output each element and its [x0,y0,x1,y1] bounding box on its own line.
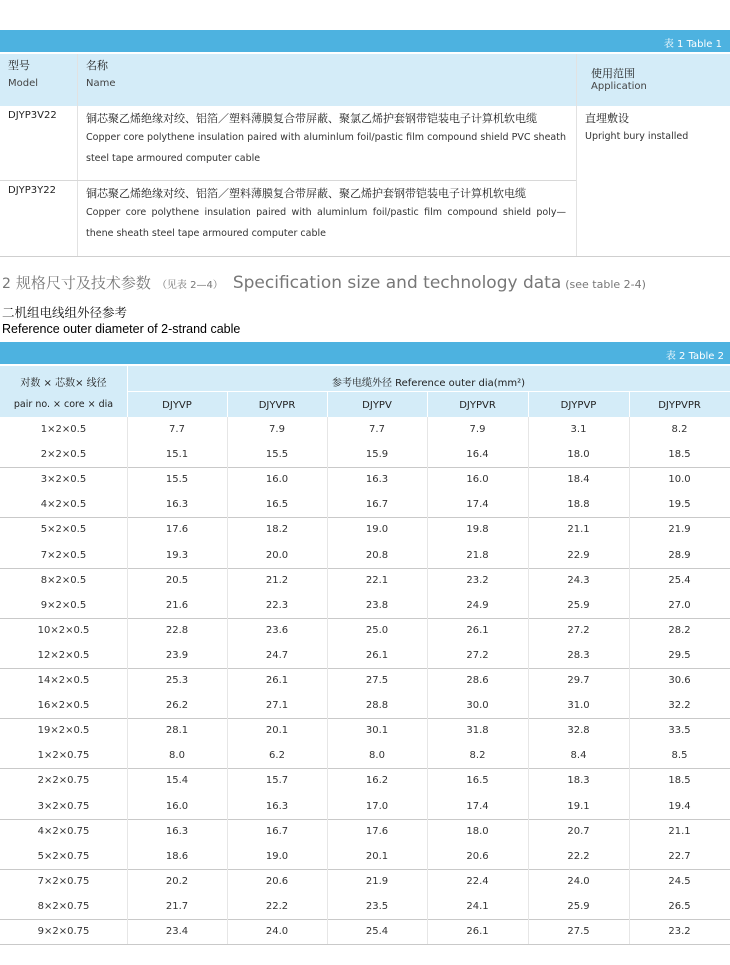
header-vline [528,391,529,417]
value-cell: 26.1 [365,649,389,661]
value-cell: 21.8 [466,549,489,561]
value-cell: 8.2 [671,424,688,435]
table-row [0,668,730,693]
value-cell: 16.4 [466,449,489,461]
value-cell: 23.9 [165,649,189,661]
value-cell: 29.7 [567,675,590,686]
value-cell: 18.5 [668,775,691,787]
table1-bottom-border [0,256,730,257]
row-model: DJYP3Y22 [8,185,56,196]
value-cell: 17.0 [365,800,389,812]
header-group: 参考电缆外径 Reference outer dia(mm²) [331,378,526,389]
value-cell: 8.2 [469,750,486,762]
row-group-divider [0,944,730,945]
value-cell: 16.0 [466,474,489,486]
column-header: DJYVPR [258,400,296,411]
value-cell: 20.0 [265,549,289,561]
value-cell: 23.4 [165,926,189,937]
header-app-cn: 使用范围 [591,67,635,80]
value-cell: 32.8 [567,725,590,737]
header-col0-en: pair no. × core × dia [13,399,114,410]
spec-cell: 1×2×0.5 [40,424,87,435]
column-divider [528,417,529,944]
spec-cell: 3×2×0.5 [40,474,87,486]
table2-caption: 表 2 Table 2 [665,351,724,362]
value-cell: 29.5 [668,649,691,661]
application-cn: 直埋敷设 [585,112,629,125]
value-cell: 17.6 [365,825,389,837]
value-cell: 16.3 [265,800,289,812]
row-model: DJYP3V22 [8,110,57,121]
value-cell: 17.4 [466,800,489,812]
value-cell: 7.9 [269,424,285,435]
value-cell: 27.1 [265,700,289,712]
value-cell: 8.5 [671,750,688,762]
row-name-cn: 铜芯聚乙烯绝缘对绞、铝箔／塑料薄膜复合带屏蔽、聚乙烯护套钢带铠装电子计算机软电缆 [86,187,526,200]
value-cell: 18.0 [567,449,590,461]
value-cell: 22.2 [265,900,289,912]
table-row [0,743,730,768]
value-cell: 18.6 [165,850,189,862]
table-row [0,768,730,793]
value-cell: 26.5 [668,900,691,912]
table1-header [0,54,730,106]
value-cell: 15.4 [165,775,189,787]
value-cell: 21.1 [668,825,691,837]
value-cell: 24.3 [567,574,590,586]
column-divider [427,417,428,944]
value-cell: 7.7 [169,424,185,435]
spec-cell: 14×2×0.5 [37,675,90,686]
value-cell: 10.0 [668,474,691,486]
spec-cell: 4×2×0.5 [40,499,87,511]
value-cell: 16.2 [365,775,389,787]
value-cell: 22.8 [165,624,189,636]
value-cell: 19.3 [165,549,189,561]
value-cell: 16.5 [265,499,289,511]
header-divider [127,391,730,392]
value-cell: 27.5 [365,675,389,686]
application-en: Upright bury installed [585,131,689,142]
value-cell: 19.0 [265,850,289,862]
value-cell: 15.9 [365,449,389,461]
spec-cell: 2×2×0.75 [37,775,90,787]
value-cell: 21.1 [567,524,590,536]
spec-cell: 5×2×0.5 [40,524,87,536]
value-cell: 21.9 [668,524,691,536]
value-cell: 25.9 [567,900,590,912]
value-cell: 22.2 [567,850,590,862]
header-app-en: Application [591,81,647,92]
column-header: DJYPVP [560,400,597,411]
value-cell: 25.3 [165,675,189,686]
table1-divider [77,54,78,256]
value-cell: 27.2 [567,624,590,636]
value-cell: 27.0 [668,599,691,611]
value-cell: 28.1 [165,725,189,737]
value-cell: 15.1 [165,449,189,461]
value-cell: 25.4 [668,574,691,586]
column-header: DJYPVPR [658,400,701,411]
value-cell: 20.6 [265,875,289,887]
spec-cell: 4×2×0.75 [37,825,90,837]
value-cell: 23.2 [668,926,691,937]
spec-cell: 8×2×0.75 [37,900,90,912]
value-cell: 20.5 [165,574,189,586]
value-cell: 32.2 [668,700,691,712]
table1-caption: 表 1 Table 1 [663,39,722,50]
value-cell: 23.5 [365,900,389,912]
value-cell: 31.0 [567,700,590,712]
spec-cell: 5×2×0.75 [37,850,90,862]
table-row [0,869,730,894]
value-cell: 3.1 [570,424,587,435]
value-cell: 16.3 [365,474,389,486]
value-cell: 21.7 [165,900,189,912]
section-title-cn: 规格尺寸及技术参数 [15,274,151,292]
section-title-en-sub: (see table 2-4) [565,278,646,291]
table-row [0,442,730,467]
value-cell: 21.9 [365,875,389,887]
value-cell: 16.3 [165,499,189,511]
value-cell: 6.2 [269,750,285,762]
value-cell: 23.6 [265,624,289,636]
value-cell: 22.3 [265,599,289,611]
value-cell: 15.5 [265,449,289,461]
table-row [0,894,730,919]
section-title-cn-sub: （见表 2—4） [156,280,223,291]
value-cell: 28.8 [365,700,389,712]
table1-row-divider [0,180,576,181]
value-cell: 28.3 [567,649,590,661]
value-cell: 7.9 [469,424,486,435]
value-cell: 27.2 [466,649,489,661]
value-cell: 27.5 [567,926,590,937]
table-row [0,919,730,944]
value-cell: 16.7 [265,825,289,837]
table-row [0,844,730,869]
value-cell: 16.7 [365,499,389,511]
header-col0-cn: 对数 × 芯数× 线径 [20,378,107,389]
value-cell: 15.7 [265,775,289,787]
value-cell: 20.1 [365,850,389,862]
row-name-en: Copper core polythene insulation paired with aluminlum foil/pastic film compound shield poly—thene sheath steel tape armoured computer cable [86,207,566,239]
table-row [0,794,730,819]
section-title-en: Specification size and technology data [232,273,562,293]
value-cell: 15.5 [165,474,189,486]
table1-caption-bar [0,30,730,52]
table-row [0,593,730,618]
header-vline [427,391,428,417]
value-cell: 19.1 [567,800,590,812]
value-cell: 31.8 [466,725,489,737]
table2-caption-bar [0,342,730,364]
value-cell: 7.7 [369,424,385,435]
table-row [0,819,730,844]
value-cell: 17.4 [466,499,489,511]
value-cell: 18.0 [466,825,489,837]
header-model-en: Model [8,78,39,89]
table-row [0,643,730,668]
spec-cell: 16×2×0.5 [37,700,90,712]
value-cell: 19.8 [466,524,489,536]
value-cell: 28.6 [466,675,489,686]
value-cell: 21.2 [265,574,289,586]
column-divider [127,417,128,944]
value-cell: 24.1 [466,900,489,912]
subtitle-en: Reference outer diameter of 2-strand cable [2,322,241,336]
spec-cell: 9×2×0.5 [40,599,87,611]
value-cell: 26.1 [466,926,489,937]
table1-header-model [8,54,78,106]
row-name-cn: 铜芯聚乙烯绝缘对绞、铝箔／塑料薄膜复合带屏蔽、聚氯乙烯护套钢带铠装电子计算机软电缆 [86,112,537,125]
table1-header-application [591,62,721,114]
header-vline [327,391,328,417]
value-cell: 30.1 [365,725,389,737]
table-row [0,417,730,442]
table-row [0,467,730,492]
value-cell: 21.6 [165,599,189,611]
spec-cell: 19×2×0.5 [37,725,90,737]
spec-cell: 7×2×0.5 [40,549,87,561]
value-cell: 28.2 [668,624,691,636]
table1-divider [576,54,577,256]
value-cell: 18.3 [567,775,590,787]
column-header: DJYPVR [459,400,496,411]
value-cell: 20.8 [365,549,389,561]
value-cell: 16.0 [265,474,289,486]
row-name-en: Copper core polythene insulation paired with aluminlum foil/pastic film compound shield PVC sheath steel tape armoured computer cable [86,132,566,164]
spec-cell: 9×2×0.75 [37,926,90,937]
table-row [0,492,730,517]
header-name-cn: 名称 [86,59,108,72]
value-cell: 8.0 [369,750,385,762]
value-cell: 22.7 [668,850,691,862]
table-row [0,568,730,593]
value-cell: 24.9 [466,599,489,611]
value-cell: 28.9 [668,549,691,561]
table-row [0,718,730,743]
table1-header-name [86,54,566,106]
spec-cell: 8×2×0.5 [40,574,87,586]
value-cell: 25.0 [365,624,389,636]
value-cell: 25.4 [365,926,389,937]
spec-cell: 3×2×0.75 [37,800,90,812]
value-cell: 24.5 [668,875,691,887]
value-cell: 18.5 [668,449,691,461]
value-cell: 20.7 [567,825,590,837]
value-cell: 16.5 [466,775,489,787]
value-cell: 18.8 [567,499,590,511]
value-cell: 20.2 [165,875,189,887]
value-cell: 24.7 [265,649,289,661]
value-cell: 22.4 [466,875,489,887]
value-cell: 18.2 [265,524,289,536]
value-cell: 8.0 [169,750,185,762]
value-cell: 23.2 [466,574,489,586]
value-cell: 19.0 [365,524,389,536]
value-cell: 25.9 [567,599,590,611]
section-number: 2 [2,276,11,292]
header-model-cn: 型号 [8,59,30,72]
table-row [0,517,730,542]
value-cell: 30.6 [668,675,691,686]
column-divider [327,417,328,944]
value-cell: 22.1 [365,574,389,586]
table2-header [0,366,730,417]
spec-cell: 2×2×0.5 [40,449,87,461]
column-header: DJYVP [162,400,192,411]
value-cell: 33.5 [668,725,691,737]
section-title [2,272,646,293]
value-cell: 22.9 [567,549,590,561]
subtitle-cn: 二机组电线组外径参考 [2,305,128,320]
value-cell: 30.0 [466,700,489,712]
value-cell: 24.0 [567,875,590,887]
header-vline [629,391,630,417]
table-row [0,693,730,718]
value-cell: 19.4 [668,800,691,812]
value-cell: 8.4 [570,750,587,762]
value-cell: 26.1 [265,675,289,686]
column-divider [227,417,228,944]
value-cell: 19.5 [668,499,691,511]
value-cell: 26.1 [466,624,489,636]
value-cell: 26.2 [165,700,189,712]
table-row [0,618,730,643]
value-cell: 18.4 [567,474,590,486]
value-cell: 16.0 [165,800,189,812]
value-cell: 17.6 [165,524,189,536]
spec-cell: 7×2×0.75 [37,875,90,887]
table-row [0,543,730,568]
column-divider [629,417,630,944]
value-cell: 20.1 [265,725,289,737]
spec-cell: 10×2×0.5 [37,624,90,636]
header-vline [227,391,228,417]
spec-cell: 1×2×0.75 [37,750,90,762]
value-cell: 20.6 [466,850,489,862]
value-cell: 16.3 [165,825,189,837]
column-header: DJYPV [362,400,392,411]
spec-cell: 12×2×0.5 [37,649,90,661]
value-cell: 24.0 [265,926,289,937]
header-name-en: Name [86,78,116,89]
value-cell: 23.8 [365,599,389,611]
